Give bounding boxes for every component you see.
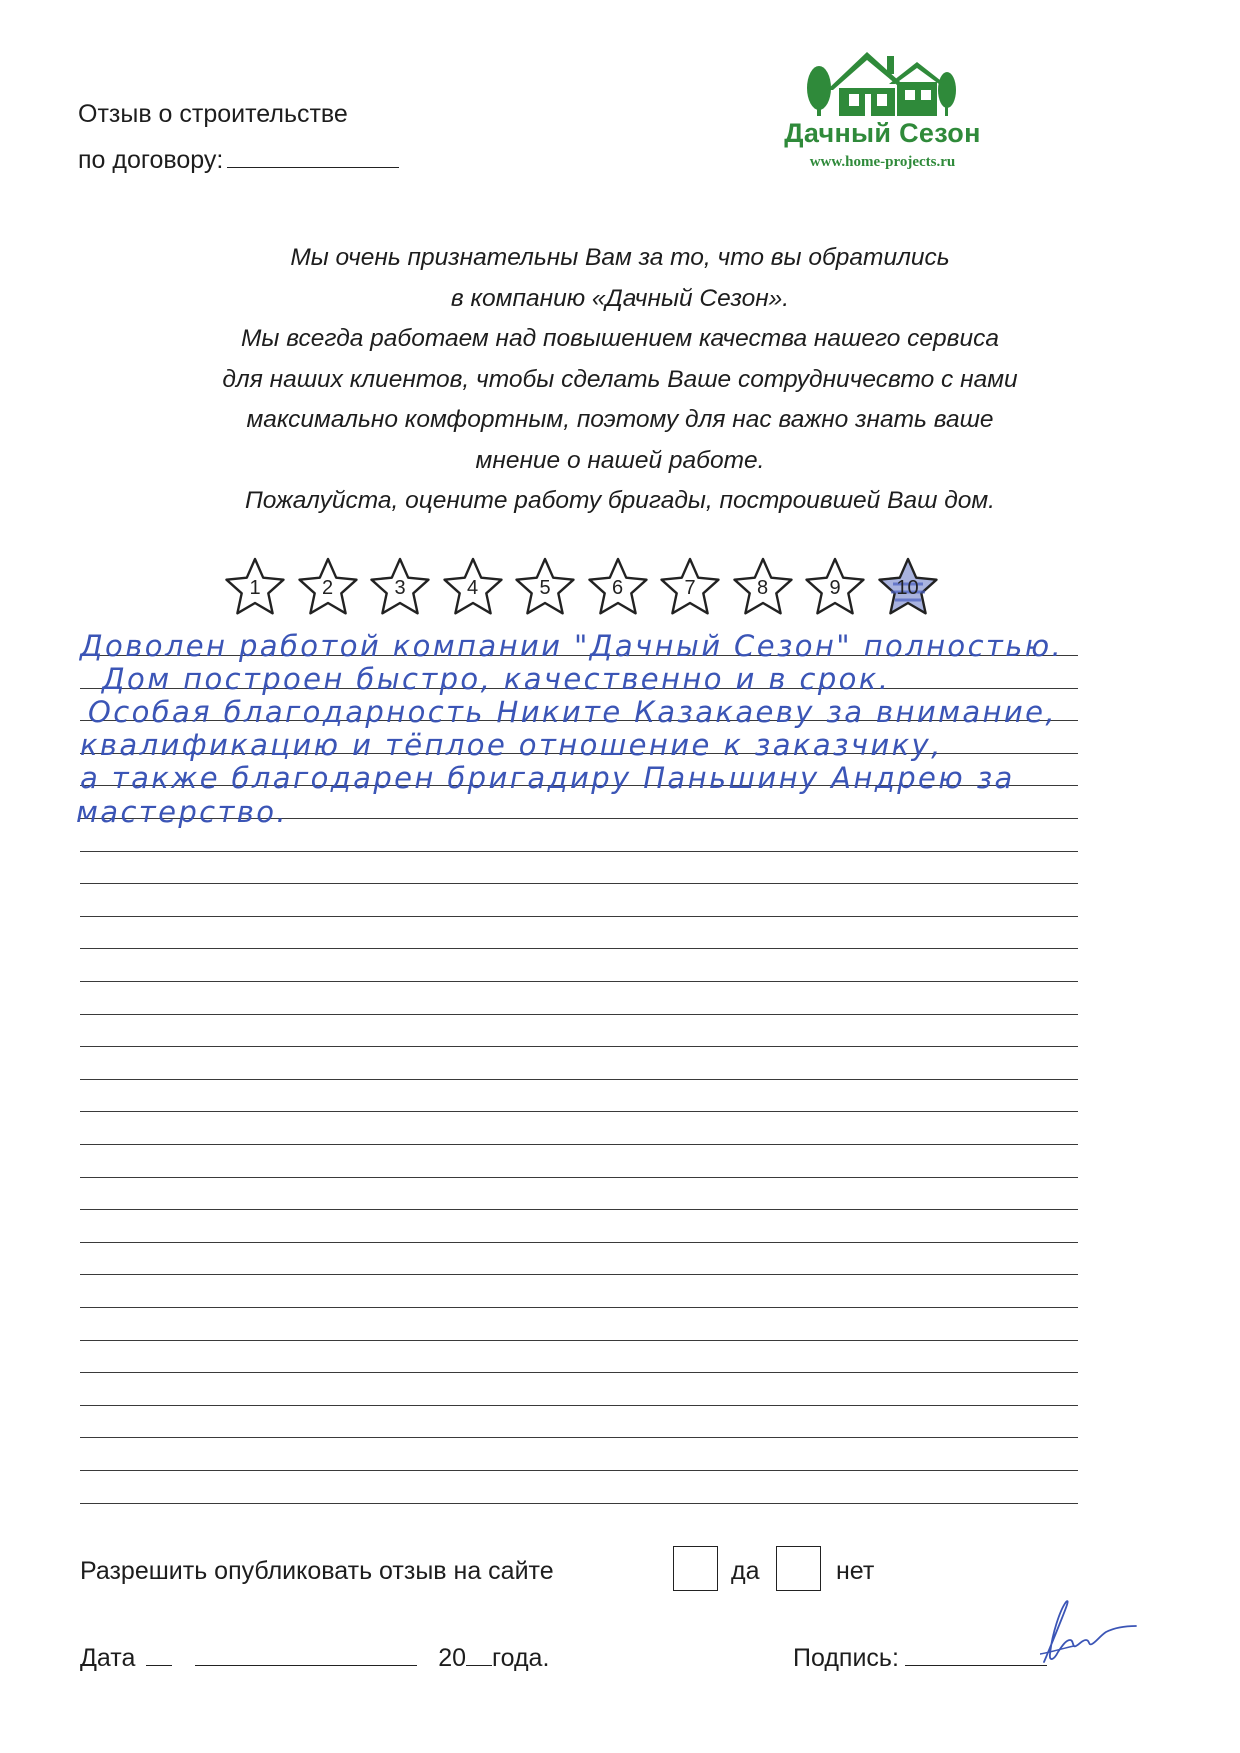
rating-star-5[interactable] <box>512 554 578 620</box>
signature-label: Подпись: <box>793 1644 899 1672</box>
handwritten-line: Доволен работой компании "Дачный Сезон" полностью. <box>80 629 1064 663</box>
handwritten-line: Дом построен быстро, качественно и в срок. <box>102 662 891 696</box>
form-title-line1: Отзыв о строительстве <box>78 100 348 128</box>
ruled-line <box>80 1274 1078 1275</box>
form-title <box>78 96 348 132</box>
intro-line: для наших клиентов, чтобы сделать Ваше сотрудничесвто с нами <box>222 365 1018 393</box>
star-number: 9 <box>829 577 841 599</box>
rating-star-1[interactable] <box>222 554 288 620</box>
ruled-line <box>80 883 1078 884</box>
star-number: 2 <box>321 577 334 599</box>
ruled-line <box>80 1437 1078 1438</box>
ruled-line <box>80 1177 1078 1178</box>
intro-line: Пожалуйста, оцените работу бригады, построившей Ваш дом. <box>245 487 995 514</box>
contract-number-row <box>78 142 399 178</box>
ruled-line <box>80 1046 1078 1047</box>
rating-star-10[interactable] <box>875 554 941 620</box>
star-number: 1 <box>249 577 261 599</box>
intro-line: мнение о нашей работе. <box>475 446 765 474</box>
publish-consent-label: Разрешить опубликовать отзыв на сайте <box>80 1557 554 1585</box>
ruled-line <box>80 1470 1078 1471</box>
signature-field[interactable] <box>905 1643 1047 1666</box>
intro-line: в компанию «Дачный Сезон». <box>450 284 790 312</box>
rating-star-6[interactable] <box>585 554 651 620</box>
intro-text <box>80 238 1160 522</box>
date-row <box>80 1640 549 1676</box>
ruled-line <box>80 1209 1078 1210</box>
date-label: Дата <box>80 1644 136 1672</box>
ruled-line <box>80 1405 1078 1406</box>
date-month-field[interactable] <box>195 1643 417 1666</box>
star-number: 7 <box>684 577 696 599</box>
year-prefix: 20 <box>438 1644 467 1672</box>
ruled-line <box>80 916 1078 917</box>
ruled-line <box>80 1014 1078 1015</box>
ruled-line <box>80 1079 1078 1080</box>
ruled-line <box>80 1242 1078 1243</box>
consent-no-label: нет <box>836 1557 875 1585</box>
intro-line: Мы всегда работаем над повышением качества нашего сервиса <box>241 325 999 352</box>
consent-yes-label: да <box>731 1557 760 1585</box>
ruled-line <box>80 1307 1078 1308</box>
contract-number-field[interactable] <box>227 145 399 168</box>
ruled-line <box>80 1503 1078 1504</box>
consent-yes-checkbox[interactable] <box>673 1546 718 1591</box>
star-number: 6 <box>611 577 624 599</box>
contract-label: по договору: <box>78 146 224 174</box>
star-number: 5 <box>539 577 551 599</box>
date-day-field[interactable] <box>146 1643 172 1666</box>
intro-line: Мы очень признательны Вам за то, что вы обратились <box>290 244 950 271</box>
year-suffix: года. <box>492 1644 550 1672</box>
star-number: 4 <box>466 577 479 599</box>
consent-no-checkbox[interactable] <box>776 1546 821 1591</box>
ruled-line <box>80 948 1078 949</box>
handwritten-signature <box>1040 1588 1140 1668</box>
date-year-field[interactable] <box>466 1643 492 1666</box>
logo <box>805 46 957 118</box>
handwritten-line: Особая благодарность Никите Казакаеву за внимание, <box>88 695 1058 729</box>
ruled-line <box>80 851 1078 852</box>
handwritten-line: а также благодарен бригадиру Паньшину Андрею за <box>80 761 1015 795</box>
rating-star-3[interactable] <box>367 554 433 620</box>
rating-star-9[interactable] <box>802 554 868 620</box>
rating-star-4[interactable] <box>440 554 506 620</box>
star-number: 10 <box>896 577 919 599</box>
star-number: 3 <box>394 577 406 599</box>
ruled-line <box>80 981 1078 982</box>
ruled-line <box>80 1111 1078 1112</box>
handwritten-line: мастерство. <box>76 795 289 829</box>
intro-line: максимально комфортным, поэтому для нас важно знать ваше <box>246 406 994 433</box>
logo-name: Дачный Сезон <box>784 118 981 148</box>
rating-star-2[interactable] <box>295 554 361 620</box>
star-number: 8 <box>756 577 769 599</box>
star-rating <box>222 554 962 624</box>
ruled-line <box>80 1372 1078 1373</box>
logo-url: www.home-projects.ru <box>809 154 956 170</box>
ruled-line <box>80 1340 1078 1341</box>
signature-row <box>793 1640 1047 1676</box>
handwritten-line: квалификацию и тёплое отношение к заказчику, <box>80 728 943 762</box>
rating-star-8[interactable] <box>730 554 796 620</box>
signature-icon <box>1040 1588 1140 1668</box>
rating-star-7[interactable] <box>657 554 723 620</box>
house-icon <box>805 46 957 118</box>
ruled-line <box>80 1144 1078 1145</box>
